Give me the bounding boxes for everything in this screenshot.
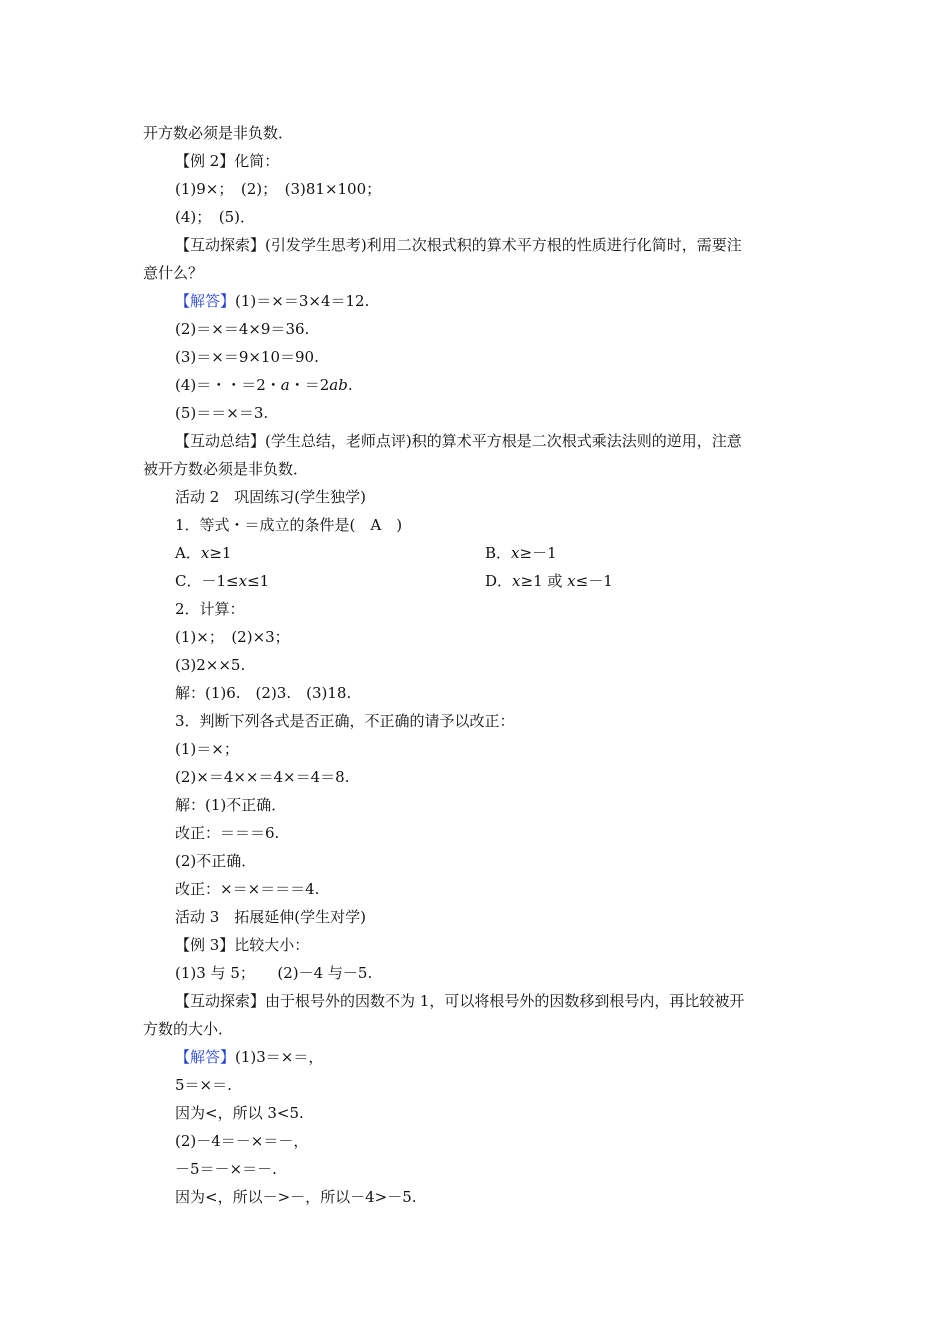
example-3-items: (1)3 与 5； (2)－4 与－5. (175, 964, 373, 982)
text-run: ・＝2 (289, 376, 330, 394)
answer-text: (1)＝×＝3×4＝12. (235, 292, 370, 310)
option-a: A．x≥1 (175, 544, 232, 562)
example-2-items: (4)； (5)． (175, 208, 255, 226)
answer-line (175, 375, 855, 395)
options-row (175, 571, 855, 591)
question-3-items: (1)＝×； (175, 740, 239, 758)
answer-line: 因为<，所以－>－，所以－4>－5. (175, 1188, 417, 1206)
interactive-summary-cont: 被开方数必须是非负数． (143, 460, 309, 478)
solution-line: (2)不正确． (175, 852, 257, 870)
option-b: B．x≥－1 (485, 544, 557, 562)
answer-line (175, 291, 855, 311)
example-3-heading: 【例 3】比较大小： (175, 936, 310, 954)
options-row (175, 543, 855, 563)
example-2-heading: 【例 2】化简： (175, 152, 280, 170)
option-d: D．x≥1 或 x≤－1 (485, 572, 613, 590)
activity-3-heading: 活动 3 拓展延伸(学生对学) (175, 908, 367, 926)
answer-line: 因为<，所以 3<5. (175, 1104, 304, 1122)
example-2-items: (1)9×； (2)； (3)81×100； (175, 180, 382, 198)
question-2-items: (3)2××5. (175, 656, 246, 674)
interactive-explore: 【互动探索】由于根号外的因数不为 1，可以将根号外的因数移到根号内，再比较被开 (175, 992, 745, 1010)
answer-line: －5＝－×＝－. (175, 1160, 277, 1178)
activity-2-heading: 活动 2 巩固练习(学生独学) (175, 488, 367, 506)
answer-line: 5＝×＝. (175, 1076, 232, 1094)
interactive-explore-cont: 方数的大小． (143, 1020, 234, 1038)
question-3-items: (2)×＝4××＝4×＝4＝8. (175, 768, 350, 786)
solution-line: 解：(1)不正确． (175, 796, 287, 814)
question-1: 1．等式・＝成立的条件是( A ) (175, 516, 403, 534)
solution-line: 改正：＝＝＝6. (175, 824, 280, 842)
answer-label: 【解答】 (175, 1048, 236, 1066)
solution-line: 解：(1)6. (2)3. (3)18. (175, 684, 352, 702)
text-run: . (347, 376, 353, 394)
question-2-items: (1)×； (2)×3； (175, 628, 290, 646)
answer-text: (1)3＝×＝， (235, 1048, 324, 1066)
answer-line: (5)＝＝×＝3. (175, 404, 269, 422)
variable-a: a (280, 376, 290, 394)
answer-line (175, 1047, 855, 1067)
solution-line: 改正：×＝×＝＝＝4. (175, 880, 320, 898)
question-2: 2．计算： (175, 600, 245, 618)
interactive-explore: 【互动探索】(引发学生思考)利用二次根式积的算术平方根的性质进行化简时，需要注 (175, 236, 742, 254)
variable-ab: ab (329, 376, 348, 394)
text-run: (4)＝・・＝2・ (175, 376, 281, 394)
interactive-summary: 【互动总结】(学生总结，老师点评)积的算术平方根是二次根式乘法法则的逆用，注意 (175, 432, 742, 450)
option-c: C．－1≤x≤1 (175, 572, 270, 590)
answer-label: 【解答】 (175, 292, 236, 310)
question-3: 3．判断下列各式是否正确，不正确的请予以改正： (175, 712, 515, 730)
answer-line: (3)＝×＝9×10＝90. (175, 348, 319, 366)
interactive-explore-cont: 意什么？ (143, 264, 204, 282)
answer-line: (2)＝×＝4×9＝36. (175, 320, 310, 338)
text-line: 开方数必须是非负数． (143, 124, 294, 142)
answer-line: (2)－4＝－×＝－， (175, 1132, 309, 1150)
